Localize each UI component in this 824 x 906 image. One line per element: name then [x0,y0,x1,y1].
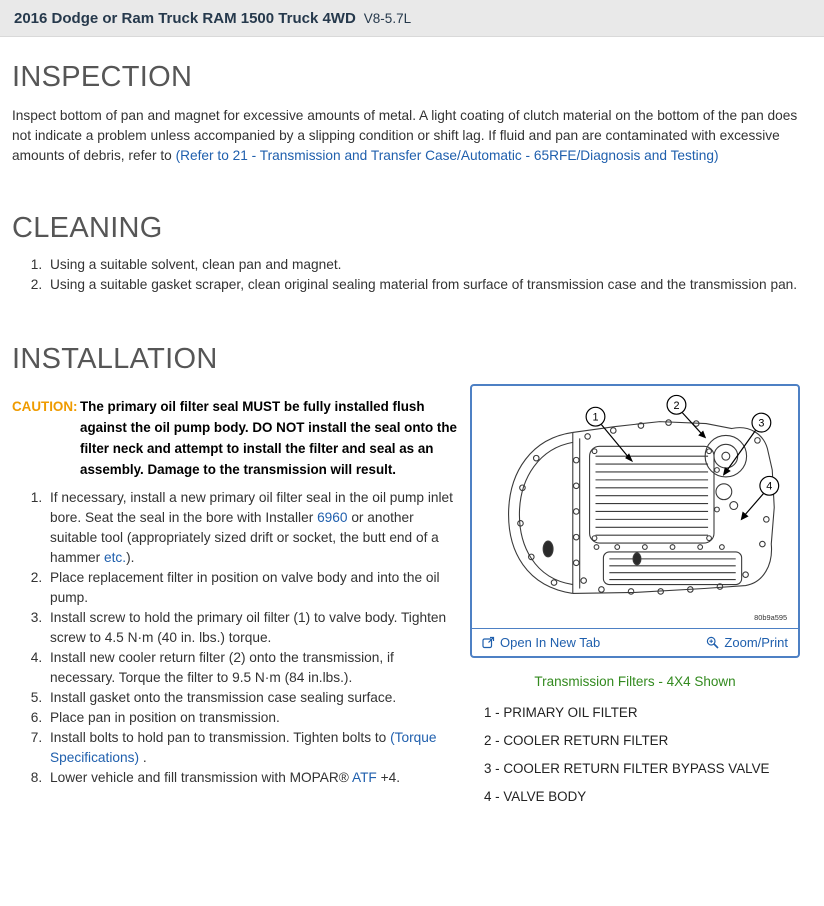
cleaning-step-2 [46,275,812,295]
callout-4-number: 4 [766,480,773,493]
cleaning-steps [12,255,812,295]
cleaning-heading: CLEANING [12,212,163,244]
install-step-6 [46,708,460,728]
diagnosis-testing-link[interactable]: (Refer to 21 - Transmission and Transfer Case/Automatic - 65RFE/Diagnosis and Testing) [175,148,719,163]
torque-specifications-link[interactable]: (Torque Specifications) [50,730,437,765]
step-text: ). [126,550,135,565]
install-step-2 [46,568,460,608]
install-step-8 [46,768,460,788]
legend-item-3: 3 - COOLER RETURN FILTER BYPASS VALVE [484,761,770,777]
legend-item-4: 4 - VALVE BODY [484,789,587,805]
image-code: 80b9a595 [754,613,788,623]
legend-item-1: 1 - PRIMARY OIL FILTER [484,705,638,721]
figure-legend [470,705,800,804]
step-text: Using a suitable solvent, clean pan and magnet. [50,257,342,272]
step-text: Lower vehicle and fill transmission with MOPAR® [50,770,352,785]
open-in-new-tab-label: Open In New Tab [500,635,601,651]
step-text: +4. [376,770,401,785]
step-text: or another suitable tool (appropriately sized drift or socket, the butt end of a hammer [50,510,439,565]
install-step-7 [46,728,460,768]
installation-right-column [470,384,800,817]
step-text: Using a suitable gasket scraper, clean original sealing material from surface of transmission case and the transmission pan. [50,277,798,292]
install-step-1 [46,488,460,568]
caution-label: CAUTION: [12,399,78,414]
figure-image [472,386,798,628]
transmission-diagram [477,391,793,626]
atf-link[interactable]: ATF [351,770,377,785]
caution-block [12,396,460,480]
callout-1-number: 1 [592,411,599,424]
figure-box [470,384,800,658]
step-text: Install bolts to hold pan to transmission. Tighten bolts to [50,730,391,745]
zoom-print-label: Zoom/Print [724,635,788,651]
callout-3-number: 3 [758,417,765,430]
engine-subtitle: V8-5.7L [363,10,412,26]
callout-leaders [586,395,779,520]
vehicle-title: 2016 Dodge or Ram Truck RAM 1500 Truck 4WD [14,9,356,27]
installer-6960-link[interactable]: 6960 [317,510,348,525]
inspection-heading: INSPECTION [12,61,193,93]
installation-content [12,396,812,817]
callout-2-number: 2 [673,399,680,412]
caution-text: The primary oil filter seal MUST be fully installed flush against the oil pump body. DO NOT install the seal onto the filter neck and attempt to install the filter and seal as an assembly. Damage to the transmission will result. [80,399,457,477]
install-step-3 [46,608,460,648]
install-step-4 [46,648,460,688]
content [0,61,824,817]
installation-heading: INSTALLATION [12,343,218,375]
figure-toolbar [472,628,798,656]
step-text: Install gasket onto the transmission case sealing surface. [50,690,397,705]
install-step-5 [46,688,460,708]
installation-steps [12,488,460,788]
step-text: Place replacement filter in position on valve body and into the oil pump. [50,570,440,605]
figure-caption: Transmission Filters - 4X4 Shown [534,674,736,690]
vehicle-header [0,0,824,37]
step-text: Install new cooler return filter (2) onto the transmission, if necessary. Torque the filter to 9.5 N·m (84 in.lbs.). [50,650,394,685]
etc-link[interactable]: etc. [104,550,127,565]
cleaning-step-1 [46,255,812,275]
open-in-new-tab-link[interactable] [482,635,600,650]
legend-item-2: 2 - COOLER RETURN FILTER [484,733,669,749]
step-text: Place pan in position on transmission. [50,710,280,725]
installation-left-column [12,396,460,788]
step-text: . [139,750,147,765]
inspection-paragraph [12,106,798,166]
zoom-icon [706,636,719,649]
inspection-text: Inspect bottom of pan and magnet for excessive amounts of metal. A light coating of clutch material on the bottom of the pan does not indicate a problem unless accompanied by a slipping condition or shift lag. If fluid and pan are contaminated with excessive amounts of debris, refer to [12,108,798,163]
step-text: Install screw to hold the primary oil filter (1) to valve body. Tighten screw to 4.5 N·m (40 in. lbs.) torque. [50,610,447,645]
zoom-print-link[interactable] [706,635,788,650]
external-link-icon [482,636,495,649]
step-text: If necessary, install a new primary oil filter seal in the oil pump inlet bore. Seat the seal in the bore with Installer [50,490,453,525]
